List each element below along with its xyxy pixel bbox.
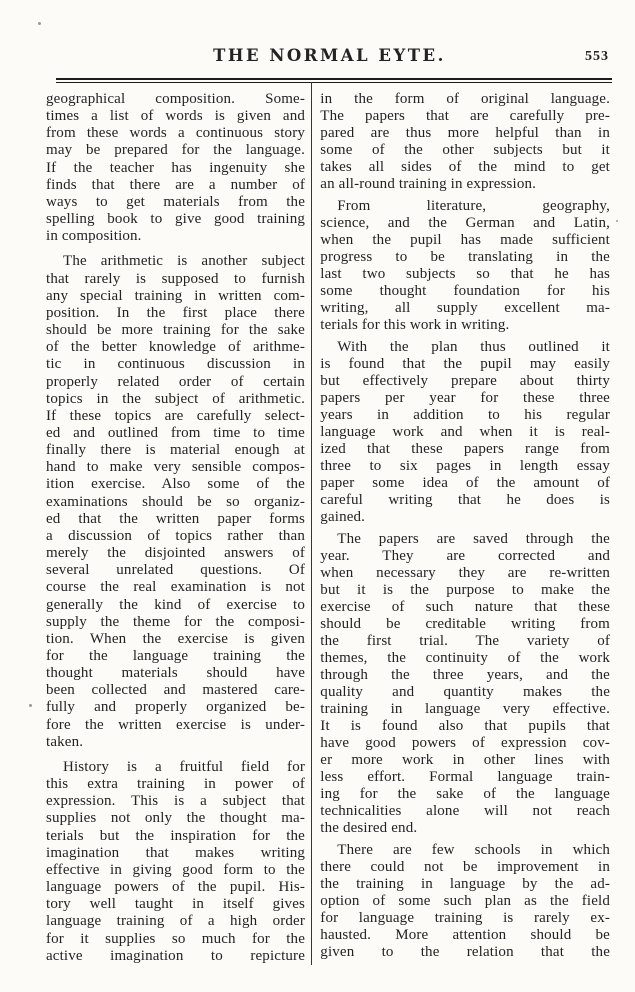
text-line: some thought foundation for his (320, 283, 610, 299)
text-line: tion. When the exercise is given (46, 630, 305, 647)
text-line: times a list of words is given and (46, 108, 305, 125)
text-line: takes all sides of the mind to get (320, 159, 610, 175)
text-line: hausted. More attention should be (320, 927, 610, 943)
text-line: of the better knowledge of arithme- (46, 339, 305, 356)
text-line: terials but the inspiration for the (46, 827, 305, 844)
text-line: for the language training the (46, 648, 305, 664)
text-line: any special training in written com- (46, 287, 305, 304)
text-line: geographical composition. Some- (46, 91, 305, 107)
text-line: papers per year for these three (320, 390, 610, 406)
text-line: through the three years, and the (320, 667, 610, 683)
paragraph (320, 339, 610, 526)
text-line: It is found also that pupils that (320, 718, 610, 734)
text-line: tory well taught in itself gives (46, 896, 305, 913)
text-line: this extra training in power of (46, 776, 305, 793)
text-line: ition exercise. Also some of the (46, 476, 305, 493)
text-line: but effectively prepare about thirty (320, 373, 610, 389)
text-line: hand to make very sensible compos- (46, 459, 305, 476)
text-line: some of the other subjects but it (320, 142, 610, 158)
text-line: From literature, geography, (337, 198, 610, 214)
text-line: fully and properly organized be- (46, 699, 305, 716)
text-line: that rarely is supposed to furnish (46, 270, 305, 287)
text-line: the training in language by the ad- (320, 876, 610, 892)
text-line: gained. (320, 509, 366, 525)
text-line: paper some idea of the amount of (320, 475, 610, 491)
paragraph (320, 198, 610, 334)
text-line: expression. This is a subject that (46, 793, 305, 810)
text-line: option of some such plan as the field (320, 893, 610, 909)
text-line: If the teacher has ingenuity she (46, 159, 305, 176)
paragraph (46, 91, 305, 245)
text-line: the desired end. (320, 820, 418, 836)
text-line: have good powers of expression cov- (320, 735, 610, 751)
text-line: With the plan thus outlined it (337, 339, 610, 355)
paragraph (46, 759, 305, 965)
text-line: themes, the continuity of the work (320, 650, 610, 666)
scan-speck (38, 22, 41, 25)
text-line: If these topics are carefully select- (46, 407, 305, 424)
paragraph (46, 253, 305, 751)
text-line: writing, all supply excellent ma- (320, 300, 610, 316)
text-line: training in language very effective. (320, 701, 610, 717)
text-line: should be creditable writing from (320, 616, 610, 632)
text-line: finally there is material enough at (46, 442, 305, 459)
text-line: tic in continuous discussion in (46, 356, 305, 373)
text-line: several unrelated questions. Of (46, 562, 305, 579)
text-line: supply the theme for the composi- (46, 613, 305, 630)
text-line: ed and outlined from time to time (46, 424, 305, 441)
text-line: been collected and mastered care- (46, 682, 305, 699)
text-line: thought materials should have (46, 665, 305, 682)
text-line: effective in giving good form to the (46, 861, 305, 878)
scan-speck (616, 220, 618, 222)
text-line: should be more training for the sake (46, 322, 305, 339)
text-line: years in addition to his regular (320, 407, 610, 423)
text-line: last two subjects so that he has (320, 266, 610, 282)
header-double-rule (56, 78, 612, 83)
text-line: imagination that makes writing (46, 844, 305, 861)
text-line: er more work in other lines with (320, 752, 610, 768)
text-line: in the form of original language. (320, 91, 610, 107)
text-line: language powers of the pupil. His- (46, 879, 305, 896)
text-line: The papers are saved through the (337, 531, 610, 547)
text-line: course the real examination is not (46, 579, 305, 596)
text-line: technicalities alone will not reach (320, 803, 610, 819)
text-line: a discussion of topics rather than (46, 527, 305, 544)
text-line: spelling book to give good training (46, 211, 305, 228)
text-line: topics in the subject of arithmetic. (46, 390, 305, 407)
text-line: careful writing that he does is (320, 492, 610, 508)
text-line: There are few schools in which (337, 842, 610, 858)
text-line: an all-round training in expression. (320, 176, 537, 192)
text-columns (46, 91, 610, 965)
paragraph (320, 842, 610, 961)
text-line: The arithmetic is another subject (63, 253, 305, 270)
left-column (46, 91, 305, 965)
text-line: position. In the first place there (46, 304, 305, 321)
text-line: in composition. (46, 228, 142, 245)
text-line: language training of a high order (46, 913, 305, 930)
text-line: is found that the pupil may easily (320, 356, 610, 372)
text-line: may be prepared for the language. (46, 142, 305, 159)
text-line: progress to be translating in the (320, 249, 610, 265)
text-line: when necessary they are re-written (320, 565, 610, 581)
text-line: ed that the written paper forms (46, 510, 305, 527)
publication-title: THE NORMAL EYTE. (213, 46, 446, 65)
text-line: from these words a continuous story (46, 125, 305, 142)
text-line: exercise of such nature that these (320, 599, 610, 615)
page-number: 553 (585, 49, 609, 64)
text-line: the first trial. The variety of (320, 633, 610, 649)
text-line: science, and the German and Latin, (320, 215, 610, 231)
text-line: terials for this work in writing. (320, 317, 510, 333)
text-line: The papers that are carefully pre- (320, 108, 610, 124)
text-line: year. They are corrected and (320, 548, 610, 564)
text-line: there could not be improvement in (320, 859, 610, 875)
paragraph (320, 531, 610, 837)
page-header (48, 46, 611, 70)
text-line: properly related order of certain (46, 373, 305, 390)
text-line: fore the written exercise is under- (46, 716, 305, 733)
scan-speck (29, 704, 32, 707)
text-line: but it is the purpose to make the (320, 582, 610, 598)
text-line: ized that these papers range from (320, 441, 610, 457)
text-line: given to the relation that the (320, 944, 610, 960)
text-line: for it supplies so much for the (46, 930, 305, 947)
text-line: when the pupil has made sufficient (320, 232, 610, 248)
paragraph (320, 91, 610, 193)
text-line: finds that there are a number of (46, 176, 305, 193)
text-line: ing for the sake of the language (320, 786, 610, 802)
right-column (320, 91, 610, 961)
text-line: supplies not only the thought ma- (46, 810, 305, 827)
text-line: History is a fruitful field for (63, 758, 305, 775)
text-line: taken. (46, 733, 84, 750)
text-line: language work and when it is real- (320, 424, 610, 440)
column-divider-rule (311, 82, 312, 965)
text-line: generally the kind of exercise to (46, 596, 305, 613)
text-line: quality and quantity makes the (320, 684, 610, 700)
text-line: three to six pages in length essay (320, 458, 610, 474)
text-line: ways to get materials from the (46, 193, 305, 210)
text-line: active imagination to repicture (46, 947, 305, 964)
text-line: for language training is rarely ex- (320, 910, 610, 926)
text-line: merely the disjointed answers of (46, 545, 305, 562)
text-line: examinations should be so organiz- (46, 493, 305, 510)
text-line: less effort. Formal language train- (320, 769, 610, 785)
text-line: pared are thus more helpful than in (320, 125, 610, 141)
